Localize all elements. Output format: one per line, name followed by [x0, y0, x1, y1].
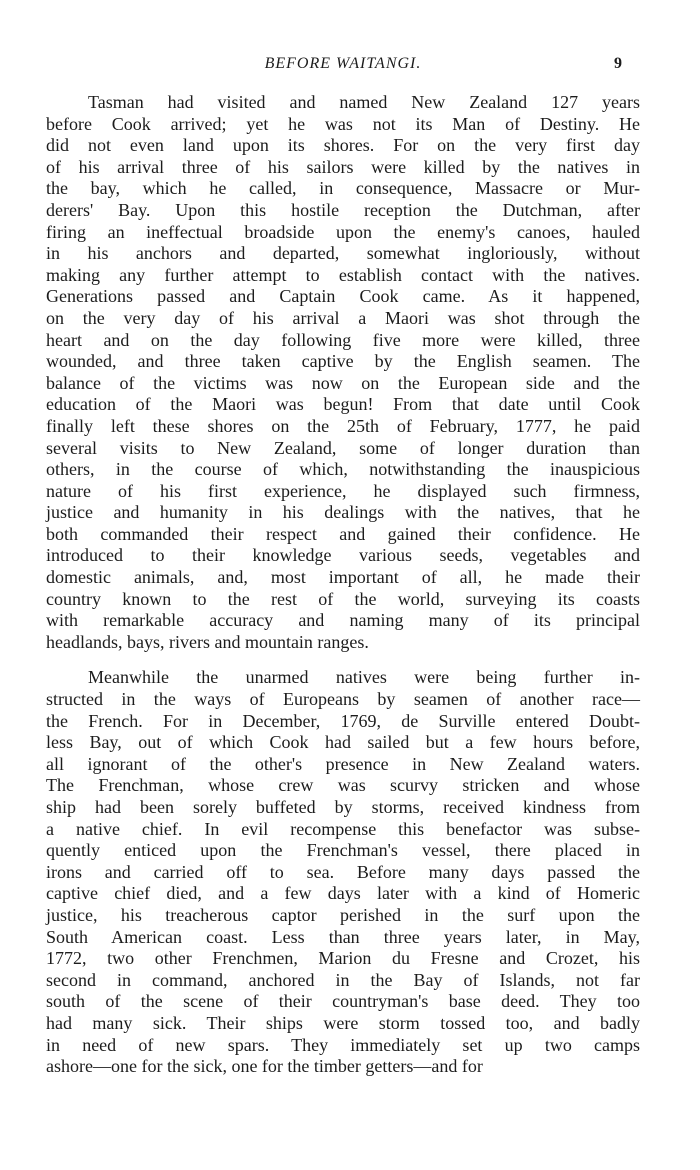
text-line: all ignorant of the other's presence in New Zealand waters. [46, 753, 640, 774]
text-line: south of the scene of their countryman's base deed. They too [46, 991, 640, 1012]
text-line: firing an ineffectual broadside upon the enemy's canoes, hauled [46, 221, 640, 242]
text-line: on the very day of his arrival a Maori was shot through the [46, 307, 640, 328]
text-line: less Bay, out of which Cook had sailed but a few hours before, [46, 732, 640, 753]
text-line: Meanwhile the unarmed natives were being further in- [88, 667, 640, 688]
text-line: both commanded their respect and gained their confidence. He [46, 523, 640, 544]
text-line: domestic animals, and, most important of all, he made their [46, 567, 640, 588]
text-line: introduced to their knowledge various seeds, vegetables and [46, 545, 640, 566]
text-line: second in command, anchored in the Bay of Islands, not far [46, 969, 640, 990]
text-line: before Cook arrived; yet he was not its Man of Destiny. He [46, 113, 640, 134]
text-line: of his arrival three of his sailors were killed by the natives in [46, 156, 640, 177]
text-line: had many sick. Their ships were storm tossed too, and badly [46, 1012, 640, 1033]
running-head [46, 52, 640, 80]
text-line: a native chief. In evil recompense this benefactor was subse- [46, 818, 640, 839]
text-line: 1772, two other Frenchmen, Marion du Fresne and Crozet, his [46, 948, 640, 969]
text-line: others, in the course of which, notwithstanding the inauspicious [46, 459, 640, 480]
text-line: country known to the rest of the world, surveying its coasts [46, 588, 640, 609]
paragraph-1 [46, 92, 640, 653]
text-line: the French. For in December, 1769, de Surville entered Doubt- [46, 710, 640, 731]
text-line: structed in the ways of Europeans by seamen of another race— [46, 689, 640, 710]
running-title: BEFORE WAITANGI. [264, 55, 422, 72]
text-line: several visits to New Zealand, some of longer duration than [46, 437, 640, 458]
text-line: ship had been sorely buffeted by storms, received kindness from [46, 797, 640, 817]
text-line: captive chief died, and a few days later with a kind of Homeric [46, 883, 640, 904]
text-line: derers' Bay. Upon this hostile reception the Dutchman, after [46, 199, 640, 220]
book-page [46, 52, 640, 1078]
text-line: balance of the victims was now on the European side and the [46, 372, 640, 393]
text-line: the bay, which he called, in consequence, Massacre or Mur- [46, 178, 640, 199]
text-line: did not even land upon its shores. For on the very first day [46, 135, 640, 156]
paragraph-gap [46, 653, 640, 667]
text-line: headlands, bays, rivers and mountain ranges. [46, 631, 369, 652]
text-line: quently enticed upon the Frenchman's vessel, there placed in [46, 840, 640, 861]
text-line: heart and on the day following five more were killed, three [46, 329, 640, 350]
text-line: Generations passed and Captain Cook came. As it happened, [46, 286, 640, 307]
text-line: nature of his first experience, he displayed such firmness, [46, 480, 640, 501]
paragraph-2 [46, 667, 640, 1077]
text-line: in need of new spars. They immediately set up two camps [46, 1034, 640, 1055]
text-line: finally left these shores on the 25th of February, 1777, he paid [46, 415, 640, 436]
text-line: in his anchors and departed, somewhat ingloriously, without [46, 243, 640, 264]
text-line: making any further attempt to establish contact with the natives. [46, 264, 640, 285]
text-line: with remarkable accuracy and naming many of its principal [46, 610, 640, 631]
text-line: education of the Maori was begun! From that date until Cook [46, 394, 640, 415]
text-line: irons and carried off to sea. Before many days passed the [46, 861, 640, 882]
text-line: ashore—one for the sick, one for the timber getters—and for [46, 1056, 483, 1077]
text-line: South American coast. Less than three years later, in May, [46, 926, 640, 947]
text-line: Tasman had visited and named New Zealand 127 years [88, 92, 640, 112]
text-line: justice, his treacherous captor perished in the surf upon the [46, 904, 640, 925]
text-line: wounded, and three taken captive by the English seamen. The [46, 351, 640, 372]
text-line: The Frenchman, whose crew was scurvy stricken and whose [46, 775, 640, 796]
page-number: 9 [614, 55, 622, 72]
text-line: justice and humanity in his dealings with the natives, that he [46, 502, 640, 523]
